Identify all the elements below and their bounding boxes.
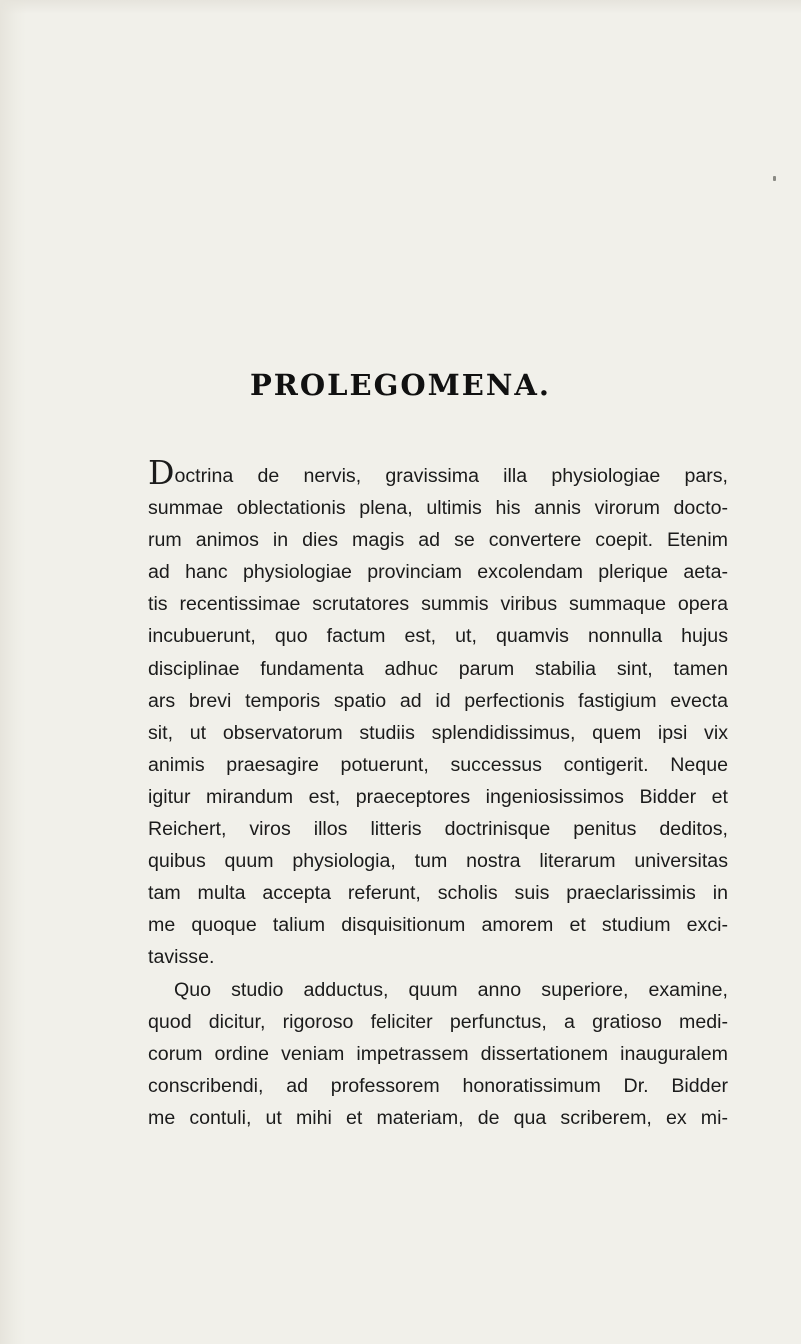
text-line: me quoque talium disquisitionum amorem et studium exci- <box>148 914 728 937</box>
text-line: quibus quum physiologia, tum nostra literarum universitas <box>148 850 728 873</box>
drop-cap: D <box>148 460 175 492</box>
document-body <box>148 460 728 1134</box>
text-line: incubuerunt, quo factum est, ut, quamvis nonnulla hujus <box>148 625 728 648</box>
text-line: Quo studio adductus, quum anno superiore, examine, <box>174 978 728 1001</box>
text-line: tis recentissimae scrutatores summis viribus summaque opera <box>148 593 728 616</box>
page-edge-shadow <box>0 0 26 1344</box>
text-line: me contuli, ut mihi et materiam, de qua scriberem, ex mi- <box>148 1106 728 1129</box>
text-line: Reichert, viros illos litteris doctrinisque penitus deditos, <box>148 818 728 841</box>
text-line: disciplinae fundamenta adhuc parum stabilia sint, tamen <box>148 657 728 680</box>
text-line: sit, ut observatorum studiis splendidissimus, quem ipsi vix <box>148 721 728 744</box>
text-line: ars brevi temporis spatio ad id perfectionis fastigium evecta <box>148 689 728 712</box>
page-heading: PROLEGOMENA. <box>249 368 551 402</box>
text-line: tavisse. <box>148 946 215 969</box>
text-line: quod dicitur, rigoroso feliciter perfunctus, a gratioso medi- <box>148 1010 728 1033</box>
text-line: summae oblectationis plena, ultimis his annis virorum docto- <box>148 497 728 520</box>
text-line: rum animos in dies magis ad se convertere coepit. Etenim <box>148 529 728 552</box>
text-line: Doctrina de nervis, gravissima illa physiologiae pars, <box>148 460 728 492</box>
paper-speck <box>773 176 776 181</box>
text-line: igitur mirandum est, praeceptores ingeniosissimos Bidder et <box>148 785 728 808</box>
page-top-shadow <box>0 0 801 14</box>
text-line: corum ordine veniam impetrassem dissertationem inauguralem <box>148 1042 728 1065</box>
text-line: ad hanc physiologiae provinciam excolendam plerique aeta- <box>148 561 728 584</box>
text-line: conscribendi, ad professorem honoratissimum Dr. Bidder <box>148 1074 728 1097</box>
text-line: animis praesagire potuerunt, successus contigerit. Neque <box>148 753 728 776</box>
text-line: tam multa accepta referunt, scholis suis praeclarissimis in <box>148 882 728 905</box>
